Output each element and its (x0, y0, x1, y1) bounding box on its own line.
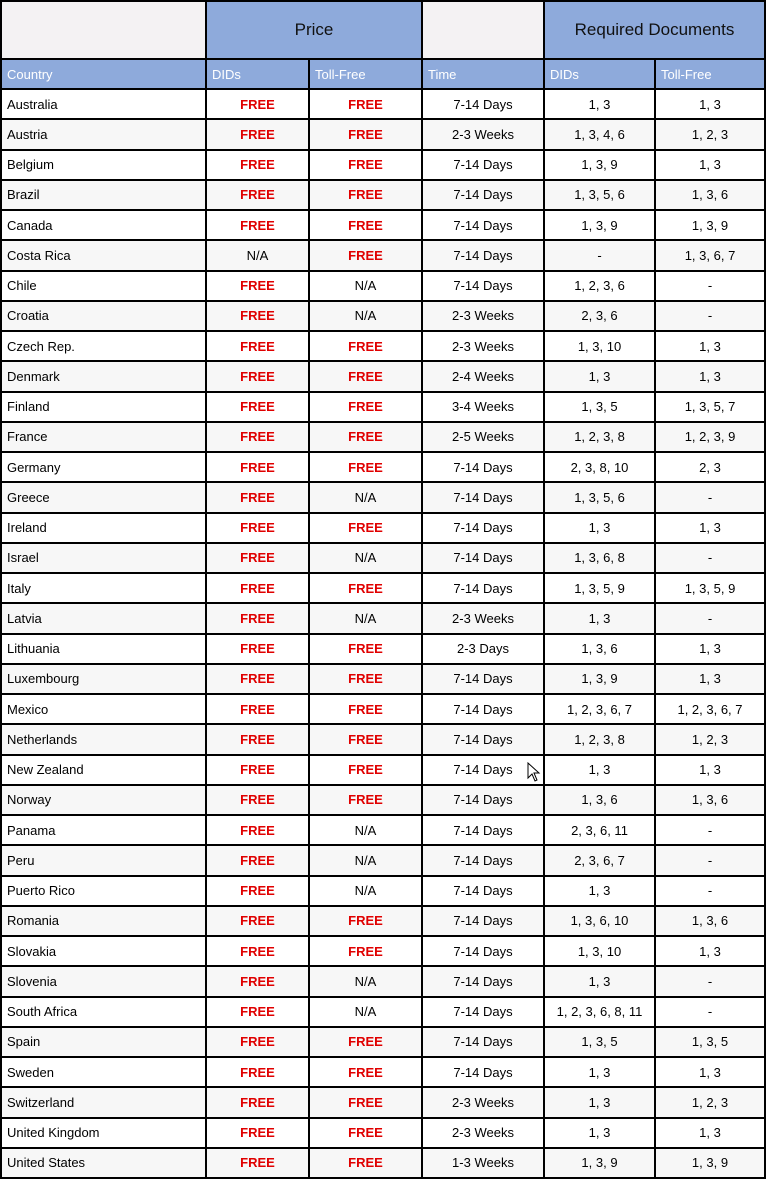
price-dids-cell: FREE (207, 967, 310, 997)
time-cell: 2-3 Weeks (423, 604, 545, 634)
docs-dids-cell: 1, 3 (545, 967, 656, 997)
country-cell: Brazil (2, 181, 207, 211)
column-header-price-tollfree: Toll-Free (310, 60, 423, 90)
price-tollfree-cell: FREE (310, 514, 423, 544)
docs-dids-cell: 1, 3, 5 (545, 1028, 656, 1058)
country-cell: Switzerland (2, 1088, 207, 1118)
docs-dids-cell: 1, 2, 3, 6, 7 (545, 695, 656, 725)
time-cell: 7-14 Days (423, 967, 545, 997)
time-cell: 7-14 Days (423, 877, 545, 907)
price-dids-cell: FREE (207, 1149, 310, 1179)
docs-tollfree-cell: 1, 3 (656, 1058, 766, 1088)
price-tollfree-cell: FREE (310, 211, 423, 241)
time-cell: 2-4 Weeks (423, 362, 545, 392)
docs-dids-cell: - (545, 241, 656, 271)
docs-dids-cell: 1, 3, 9 (545, 1149, 656, 1179)
time-cell: 2-3 Weeks (423, 1088, 545, 1118)
docs-dids-cell: 1, 3 (545, 1058, 656, 1088)
docs-dids-cell: 1, 3, 6 (545, 635, 656, 665)
time-cell: 7-14 Days (423, 181, 545, 211)
country-cell: Peru (2, 846, 207, 876)
price-tollfree-cell: FREE (310, 453, 423, 483)
country-cell: Mexico (2, 695, 207, 725)
price-tollfree-cell: N/A (310, 272, 423, 302)
docs-tollfree-cell: 1, 3 (656, 362, 766, 392)
time-cell: 7-14 Days (423, 483, 545, 513)
country-cell: Slovenia (2, 967, 207, 997)
docs-dids-cell: 1, 3, 10 (545, 332, 656, 362)
docs-tollfree-cell: - (656, 483, 766, 513)
price-tollfree-cell: FREE (310, 756, 423, 786)
column-header-price-dids: DIDs (207, 60, 310, 90)
price-dids-cell: FREE (207, 453, 310, 483)
price-dids-cell: FREE (207, 695, 310, 725)
country-cell: Australia (2, 90, 207, 120)
time-cell: 3-4 Weeks (423, 393, 545, 423)
time-cell: 7-14 Days (423, 695, 545, 725)
country-cell: Czech Rep. (2, 332, 207, 362)
price-dids-cell: FREE (207, 393, 310, 423)
price-tollfree-cell: FREE (310, 695, 423, 725)
docs-tollfree-cell: - (656, 998, 766, 1028)
price-dids-cell: FREE (207, 514, 310, 544)
docs-tollfree-cell: - (656, 877, 766, 907)
docs-tollfree-cell: 1, 3 (656, 514, 766, 544)
time-cell: 7-14 Days (423, 816, 545, 846)
docs-tollfree-cell: 1, 3, 9 (656, 1149, 766, 1179)
docs-tollfree-cell: 1, 3, 5, 7 (656, 393, 766, 423)
country-cell: Chile (2, 272, 207, 302)
country-cell: Germany (2, 453, 207, 483)
price-dids-cell: FREE (207, 998, 310, 1028)
price-dids-cell: FREE (207, 332, 310, 362)
docs-dids-cell: 1, 3, 5, 6 (545, 483, 656, 513)
country-cell: Panama (2, 816, 207, 846)
time-cell: 2-3 Weeks (423, 302, 545, 332)
price-tollfree-cell: FREE (310, 786, 423, 816)
docs-tollfree-cell: 2, 3 (656, 453, 766, 483)
time-cell: 7-14 Days (423, 211, 545, 241)
time-cell: 2-3 Weeks (423, 332, 545, 362)
country-cell: Belgium (2, 151, 207, 181)
country-cell: Austria (2, 120, 207, 150)
docs-dids-cell: 2, 3, 6 (545, 302, 656, 332)
docs-tollfree-cell: - (656, 846, 766, 876)
country-cell: United Kingdom (2, 1119, 207, 1149)
price-tollfree-cell: FREE (310, 907, 423, 937)
price-dids-cell: FREE (207, 1119, 310, 1149)
time-cell: 7-14 Days (423, 1058, 545, 1088)
docs-tollfree-cell: 1, 3, 6 (656, 907, 766, 937)
price-tollfree-cell: FREE (310, 1088, 423, 1118)
time-cell: 2-5 Weeks (423, 423, 545, 453)
docs-tollfree-cell: 1, 3 (656, 332, 766, 362)
country-cell: Croatia (2, 302, 207, 332)
price-dids-cell: FREE (207, 907, 310, 937)
price-dids-cell: FREE (207, 786, 310, 816)
time-cell: 7-14 Days (423, 272, 545, 302)
docs-tollfree-cell: 1, 3, 9 (656, 211, 766, 241)
price-tollfree-cell: N/A (310, 877, 423, 907)
price-dids-cell: FREE (207, 1058, 310, 1088)
time-cell: 7-14 Days (423, 241, 545, 271)
docs-dids-cell: 1, 3 (545, 1088, 656, 1118)
country-cell: Greece (2, 483, 207, 513)
price-dids-cell: FREE (207, 665, 310, 695)
country-cell: Israel (2, 544, 207, 574)
price-tollfree-cell: FREE (310, 1058, 423, 1088)
price-dids-cell: FREE (207, 756, 310, 786)
country-cell: Sweden (2, 1058, 207, 1088)
header-required-documents: Required Documents (545, 2, 766, 60)
time-cell: 7-14 Days (423, 937, 545, 967)
price-dids-cell: FREE (207, 483, 310, 513)
price-tollfree-cell: N/A (310, 302, 423, 332)
time-cell: 7-14 Days (423, 90, 545, 120)
price-tollfree-cell: FREE (310, 635, 423, 665)
docs-dids-cell: 2, 3, 6, 11 (545, 816, 656, 846)
country-cell: Italy (2, 574, 207, 604)
docs-dids-cell: 1, 3, 5 (545, 393, 656, 423)
docs-dids-cell: 1, 3, 6, 10 (545, 907, 656, 937)
price-dids-cell: FREE (207, 272, 310, 302)
docs-tollfree-cell: 1, 2, 3 (656, 725, 766, 755)
country-cell: United States (2, 1149, 207, 1179)
time-cell: 2-3 Days (423, 635, 545, 665)
price-tollfree-cell: FREE (310, 1149, 423, 1179)
time-cell: 7-14 Days (423, 998, 545, 1028)
time-cell: 2-3 Weeks (423, 1119, 545, 1149)
docs-tollfree-cell: - (656, 816, 766, 846)
country-cell: Puerto Rico (2, 877, 207, 907)
price-tollfree-cell: FREE (310, 90, 423, 120)
country-cell: Ireland (2, 514, 207, 544)
price-tollfree-cell: N/A (310, 967, 423, 997)
country-cell: Lithuania (2, 635, 207, 665)
time-cell: 2-3 Weeks (423, 120, 545, 150)
price-tollfree-cell: FREE (310, 1119, 423, 1149)
price-dids-cell: FREE (207, 877, 310, 907)
docs-dids-cell: 1, 3 (545, 604, 656, 634)
time-cell: 7-14 Days (423, 574, 545, 604)
time-cell: 7-14 Days (423, 514, 545, 544)
docs-dids-cell: 1, 3, 6 (545, 786, 656, 816)
docs-dids-cell: 1, 3, 6, 8 (545, 544, 656, 574)
price-dids-cell: FREE (207, 816, 310, 846)
price-dids-cell: N/A (207, 241, 310, 271)
time-cell: 7-14 Days (423, 725, 545, 755)
docs-tollfree-cell: 1, 3 (656, 635, 766, 665)
country-cell: Denmark (2, 362, 207, 392)
time-cell: 1-3 Weeks (423, 1149, 545, 1179)
price-dids-cell: FREE (207, 423, 310, 453)
price-dids-cell: FREE (207, 362, 310, 392)
docs-tollfree-cell: 1, 3, 6, 7 (656, 241, 766, 271)
price-dids-cell: FREE (207, 302, 310, 332)
price-tollfree-cell: FREE (310, 725, 423, 755)
price-tollfree-cell: N/A (310, 816, 423, 846)
docs-tollfree-cell: 1, 2, 3, 6, 7 (656, 695, 766, 725)
price-dids-cell: FREE (207, 1088, 310, 1118)
header-price: Price (207, 2, 423, 60)
time-cell: 7-14 Days (423, 756, 545, 786)
docs-tollfree-cell: 1, 3, 6 (656, 181, 766, 211)
country-cell: France (2, 423, 207, 453)
price-dids-cell: FREE (207, 1028, 310, 1058)
price-dids-cell: FREE (207, 151, 310, 181)
price-tollfree-cell: FREE (310, 665, 423, 695)
price-tollfree-cell: FREE (310, 423, 423, 453)
docs-dids-cell: 2, 3, 6, 7 (545, 846, 656, 876)
price-tollfree-cell: FREE (310, 241, 423, 271)
docs-tollfree-cell: 1, 3, 6 (656, 786, 766, 816)
country-cell: Canada (2, 211, 207, 241)
time-cell: 7-14 Days (423, 544, 545, 574)
docs-tollfree-cell: - (656, 544, 766, 574)
price-dids-cell: FREE (207, 181, 310, 211)
price-tollfree-cell: FREE (310, 574, 423, 604)
docs-tollfree-cell: 1, 3 (656, 756, 766, 786)
price-tollfree-cell: FREE (310, 362, 423, 392)
time-cell: 7-14 Days (423, 846, 545, 876)
docs-dids-cell: 1, 3 (545, 362, 656, 392)
docs-dids-cell: 1, 2, 3, 6, 8, 11 (545, 998, 656, 1028)
price-tollfree-cell: N/A (310, 544, 423, 574)
docs-tollfree-cell: - (656, 302, 766, 332)
docs-dids-cell: 2, 3, 8, 10 (545, 453, 656, 483)
time-cell: 7-14 Days (423, 1028, 545, 1058)
time-cell: 7-14 Days (423, 665, 545, 695)
docs-tollfree-cell: - (656, 604, 766, 634)
column-header-docs-tollfree: Toll-Free (656, 60, 766, 90)
docs-tollfree-cell: 1, 3, 5 (656, 1028, 766, 1058)
docs-tollfree-cell: - (656, 967, 766, 997)
price-dids-cell: FREE (207, 120, 310, 150)
docs-dids-cell: 1, 3 (545, 1119, 656, 1149)
country-cell: South Africa (2, 998, 207, 1028)
docs-tollfree-cell: 1, 3 (656, 937, 766, 967)
price-tollfree-cell: FREE (310, 332, 423, 362)
price-dids-cell: FREE (207, 937, 310, 967)
country-cell: Luxembourg (2, 665, 207, 695)
docs-dids-cell: 1, 3 (545, 514, 656, 544)
price-tollfree-cell: N/A (310, 998, 423, 1028)
time-cell: 7-14 Days (423, 453, 545, 483)
price-dids-cell: FREE (207, 635, 310, 665)
docs-dids-cell: 1, 3 (545, 877, 656, 907)
price-tollfree-cell: N/A (310, 846, 423, 876)
docs-dids-cell: 1, 2, 3, 6 (545, 272, 656, 302)
docs-tollfree-cell: 1, 3 (656, 665, 766, 695)
docs-dids-cell: 1, 3, 10 (545, 937, 656, 967)
column-header-docs-dids: DIDs (545, 60, 656, 90)
docs-dids-cell: 1, 3, 9 (545, 665, 656, 695)
price-dids-cell: FREE (207, 846, 310, 876)
price-dids-cell: FREE (207, 90, 310, 120)
country-cell: Norway (2, 786, 207, 816)
docs-tollfree-cell: 1, 3 (656, 90, 766, 120)
price-dids-cell: FREE (207, 574, 310, 604)
docs-tollfree-cell: - (656, 272, 766, 302)
column-header-country: Country (2, 60, 207, 90)
header-blank-time (423, 2, 545, 60)
country-cell: Costa Rica (2, 241, 207, 271)
price-tollfree-cell: N/A (310, 483, 423, 513)
price-dids-cell: FREE (207, 604, 310, 634)
docs-dids-cell: 1, 3, 4, 6 (545, 120, 656, 150)
country-cell: Latvia (2, 604, 207, 634)
time-cell: 7-14 Days (423, 786, 545, 816)
column-header-time: Time (423, 60, 545, 90)
price-tollfree-cell: FREE (310, 151, 423, 181)
docs-tollfree-cell: 1, 3, 5, 9 (656, 574, 766, 604)
docs-dids-cell: 1, 3, 5, 6 (545, 181, 656, 211)
price-tollfree-cell: FREE (310, 181, 423, 211)
docs-tollfree-cell: 1, 2, 3 (656, 1088, 766, 1118)
docs-dids-cell: 1, 3 (545, 90, 656, 120)
docs-dids-cell: 1, 3, 9 (545, 151, 656, 181)
price-tollfree-cell: FREE (310, 937, 423, 967)
country-cell: Spain (2, 1028, 207, 1058)
price-tollfree-cell: FREE (310, 393, 423, 423)
docs-tollfree-cell: 1, 3 (656, 1119, 766, 1149)
country-cell: Romania (2, 907, 207, 937)
country-cell: New Zealand (2, 756, 207, 786)
docs-dids-cell: 1, 3, 9 (545, 211, 656, 241)
price-dids-cell: FREE (207, 544, 310, 574)
country-cell: Slovakia (2, 937, 207, 967)
price-tollfree-cell: N/A (310, 604, 423, 634)
price-dids-cell: FREE (207, 725, 310, 755)
docs-tollfree-cell: 1, 2, 3 (656, 120, 766, 150)
docs-tollfree-cell: 1, 2, 3, 9 (656, 423, 766, 453)
price-tollfree-cell: FREE (310, 120, 423, 150)
docs-dids-cell: 1, 2, 3, 8 (545, 423, 656, 453)
price-dids-cell: FREE (207, 211, 310, 241)
header-blank-country (2, 2, 207, 60)
docs-dids-cell: 1, 2, 3, 8 (545, 725, 656, 755)
country-cell: Finland (2, 393, 207, 423)
price-tollfree-cell: FREE (310, 1028, 423, 1058)
time-cell: 7-14 Days (423, 907, 545, 937)
country-cell: Netherlands (2, 725, 207, 755)
docs-dids-cell: 1, 3, 5, 9 (545, 574, 656, 604)
docs-dids-cell: 1, 3 (545, 756, 656, 786)
docs-tollfree-cell: 1, 3 (656, 151, 766, 181)
time-cell: 7-14 Days (423, 151, 545, 181)
